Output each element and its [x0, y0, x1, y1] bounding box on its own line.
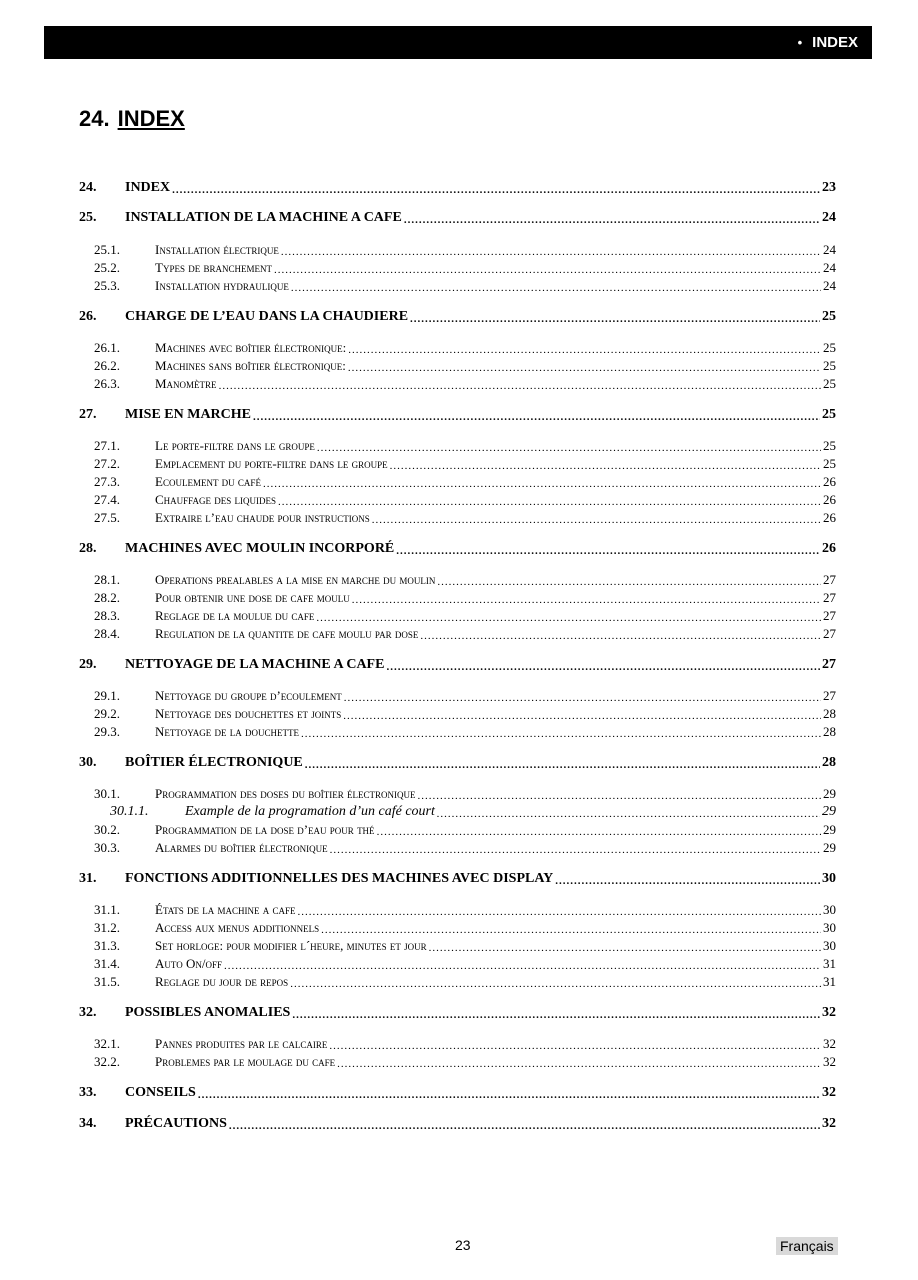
toc-entry-number: 32.2.: [94, 1054, 120, 1069]
toc-entry-label: Regulation de la quantite de cafe moulu par dose: [155, 626, 419, 641]
toc-entry-page: 25: [823, 358, 836, 373]
toc-dot-leader: [437, 808, 820, 820]
toc-entry[interactable]: [79, 918, 836, 936]
page-title-number: 24.: [79, 106, 110, 131]
toc-dot-leader: [316, 612, 821, 624]
toc-entry[interactable]: [79, 356, 836, 374]
toc-dot-leader: [555, 875, 820, 887]
toc-entry-page: 31: [823, 956, 836, 971]
toc-entry[interactable]: [79, 1003, 836, 1021]
toc-entry-label: Operations prealables a la mise en marche du moulin: [155, 572, 436, 587]
toc-entry[interactable]: [79, 802, 836, 820]
toc-entry[interactable]: [79, 838, 836, 856]
toc-entry-label: NETTOYAGE DE LA MACHINE A CAFE: [125, 657, 385, 672]
toc-entry-page: 24: [822, 210, 836, 225]
toc-dot-leader: [386, 661, 820, 673]
toc-entry-label: Reglage de la moulue du cafe: [155, 608, 315, 623]
toc-entry-number: 32.1.: [94, 1036, 120, 1051]
toc-dot-leader: [330, 844, 821, 856]
toc-entry-page: 27: [823, 688, 836, 703]
toc-entry-label: CONSEILS: [125, 1085, 196, 1100]
toc-entry[interactable]: [79, 655, 836, 673]
toc-entry-page: 29: [822, 804, 836, 819]
toc-dot-leader: [263, 478, 821, 490]
toc-entry-number: 29.: [79, 657, 97, 672]
toc-entry[interactable]: [79, 972, 836, 990]
toc-dot-leader: [219, 380, 821, 392]
toc-entry[interactable]: [79, 490, 836, 508]
toc-entry-label: Nettoyage de la douchette: [155, 724, 299, 739]
toc-entry-label: FONCTIONS ADDITIONNELLES DES MACHINES AVEC DISPLAY: [125, 871, 554, 886]
toc-entry-label: Programmation de la dose d’eau pour thé: [155, 822, 375, 837]
toc-entry-page: 28: [823, 706, 836, 721]
toc-entry-number: 31.1.: [94, 902, 120, 917]
footer-language: Français: [776, 1237, 838, 1255]
toc-entry-label: BOÎTIER ÉLECTRONIQUE: [125, 755, 303, 770]
toc-entry-number: 28.4.: [94, 626, 120, 641]
toc-entry[interactable]: [79, 208, 836, 226]
toc-dot-leader: [172, 184, 820, 196]
toc-dot-leader: [317, 442, 821, 454]
toc-entry-label: Types de branchement: [155, 260, 272, 275]
toc-entry-page: 32: [822, 1085, 836, 1100]
toc-dot-leader: [377, 826, 821, 838]
toc-entry-number: 26.: [79, 309, 97, 324]
toc-entry-label: Pannes produites par le calcaire: [155, 1036, 328, 1051]
toc-entry-page: 26: [822, 541, 836, 556]
toc-entry-number: 31.5.: [94, 974, 120, 989]
toc-dot-leader: [390, 460, 821, 472]
toc-dot-leader: [348, 362, 821, 374]
toc-entry[interactable]: [79, 753, 836, 771]
toc-entry-label: Chauffage des liquides: [155, 492, 277, 507]
toc-entry-number: 26.3.: [94, 376, 120, 391]
toc-entry[interactable]: [79, 954, 836, 972]
toc-entry-page: 27: [823, 626, 836, 641]
toc-entry-label: Problemes par le moulage du cafe: [155, 1054, 336, 1069]
toc-entry-label: Access aux menus additionnels: [155, 920, 320, 935]
page-title-text: INDEX: [117, 106, 185, 131]
toc-entry-label: Machines avec boîtier électronique:: [155, 340, 347, 355]
toc-entry-label: Le porte-filtre dans le groupe: [155, 438, 315, 453]
toc-entry[interactable]: [79, 869, 836, 887]
toc-dot-leader: [437, 576, 821, 588]
toc-entry-label: Auto On/off: [155, 956, 222, 971]
toc-entry-number: 31.4.: [94, 956, 120, 971]
toc-entry-label: PRÉCAUTIONS: [125, 1116, 227, 1131]
toc-entry-number: 29.1.: [94, 688, 120, 703]
toc-dot-leader: [305, 759, 820, 771]
toc-entry-page: 27: [823, 572, 836, 587]
toc-entry[interactable]: [79, 338, 836, 356]
toc-entry-page: 23: [822, 180, 836, 195]
toc-entry[interactable]: [79, 307, 836, 325]
toc-entry[interactable]: [79, 784, 836, 802]
toc-entry-label: Machines sans boîtier électronique:: [155, 358, 346, 373]
toc-entry-number: 29.2.: [94, 706, 120, 721]
toc-dot-leader: [343, 710, 821, 722]
toc-entry-number: 28.3.: [94, 608, 120, 623]
toc-entry-label: Example de la programation d’un café court: [185, 804, 435, 819]
toc-dot-leader: [274, 264, 821, 276]
toc-entry[interactable]: [79, 472, 836, 490]
toc-dot-leader: [410, 313, 820, 325]
header-label: INDEX: [812, 34, 858, 51]
toc-entry-page: 25: [823, 376, 836, 391]
toc-entry-page: 29: [823, 786, 836, 801]
footer-page-number: 23: [455, 1237, 471, 1253]
toc-entry[interactable]: [79, 539, 836, 557]
toc-entry-label: Manomètre: [155, 376, 217, 391]
toc-entry-label: CHARGE DE L’EAU DANS LA CHAUDIERE: [125, 309, 409, 324]
toc-entry-number: 27.3.: [94, 474, 120, 489]
toc-dot-leader: [253, 411, 820, 423]
toc-dot-leader: [420, 630, 821, 642]
toc-entry-label: Emplacement du porte-filtre dans le groupe: [155, 456, 388, 471]
toc-entry[interactable]: [79, 178, 836, 196]
toc-entry-label: Programmation des doses du boîtier électronique: [155, 786, 416, 801]
toc-dot-leader: [281, 246, 821, 258]
header-bar: [44, 26, 872, 59]
toc-entry-page: 26: [823, 510, 836, 525]
toc-entry-number: 32.: [79, 1005, 97, 1020]
bullet-icon: •: [797, 35, 803, 50]
toc-entry-page: 32: [823, 1054, 836, 1069]
toc-entry[interactable]: [79, 570, 836, 588]
toc-dot-leader: [429, 942, 821, 954]
toc-entry-number: 25.2.: [94, 260, 120, 275]
toc-entry-page: 29: [823, 840, 836, 855]
toc-entry-number: 31.: [79, 871, 97, 886]
toc-entry[interactable]: [79, 722, 836, 740]
toc-entry-number: 28.: [79, 541, 97, 556]
toc-entry-page: 25: [823, 438, 836, 453]
toc-dot-leader: [278, 496, 821, 508]
toc-entry-page: 25: [823, 456, 836, 471]
toc-entry[interactable]: [79, 405, 836, 423]
toc-dot-leader: [352, 594, 821, 606]
toc-entry[interactable]: [79, 936, 836, 954]
toc-entry-label: INSTALLATION DE LA MACHINE A CAFE: [125, 210, 402, 225]
toc-entry[interactable]: [79, 606, 836, 624]
toc-entry-label: Pour obtenir une dose de cafe moulu: [155, 590, 350, 605]
toc-entry-number: 27.1.: [94, 438, 120, 453]
toc-entry-number: 25.3.: [94, 278, 120, 293]
toc-entry-page: 26: [823, 474, 836, 489]
toc-entry-number: 29.3.: [94, 724, 120, 739]
toc-entry-page: 24: [823, 260, 836, 275]
toc-entry-label: Alarmes du boîtier électronique: [155, 840, 328, 855]
toc-entry-page: 27: [823, 608, 836, 623]
toc-dot-leader: [417, 790, 821, 802]
toc-entry-page: 30: [823, 920, 836, 935]
toc-entry-label: Set horloge: pour modifier l´heure, minutes et jour: [155, 938, 427, 953]
toc-entry-number: 24.: [79, 180, 97, 195]
toc-entry-page: 30: [823, 938, 836, 953]
toc-entry-number: 30.: [79, 755, 97, 770]
toc-entry-number: 27.: [79, 407, 97, 422]
toc-entry-number: 30.2.: [94, 822, 120, 837]
toc-entry-page: 32: [823, 1036, 836, 1051]
toc-entry-number: 33.: [79, 1085, 97, 1100]
toc-entry-number: 27.2.: [94, 456, 120, 471]
toc-entry-number: 27.5.: [94, 510, 120, 525]
toc-entry-label: Extraire l’eau chaude pour instructions: [155, 510, 370, 525]
toc-entry-number: 30.1.: [94, 786, 120, 801]
toc-dot-leader: [348, 344, 821, 356]
toc-entry-number: 30.1.1.: [110, 804, 149, 819]
page-title: [79, 106, 185, 132]
toc-entry-number: 26.2.: [94, 358, 120, 373]
toc-entry-number: 28.1.: [94, 572, 120, 587]
toc-entry-number: 34.: [79, 1116, 97, 1131]
toc-entry-page: 30: [822, 871, 836, 886]
toc-dot-leader: [337, 1058, 821, 1070]
toc-entry-number: 26.1.: [94, 340, 120, 355]
toc-entry[interactable]: [79, 1052, 836, 1070]
toc-entry[interactable]: [79, 1083, 836, 1101]
toc-entry[interactable]: [79, 276, 836, 294]
toc-entry[interactable]: [79, 624, 836, 642]
toc-entry-number: 25.: [79, 210, 97, 225]
toc-dot-leader: [229, 1120, 820, 1132]
toc-entry-label: MISE EN MARCHE: [125, 407, 252, 422]
toc-entry-page: 29: [823, 822, 836, 837]
toc-dot-leader: [290, 978, 821, 990]
toc-entry-page: 24: [823, 242, 836, 257]
toc-entry-number: 30.3.: [94, 840, 120, 855]
toc-dot-leader: [291, 282, 821, 294]
toc-dot-leader: [344, 692, 821, 704]
toc-dot-leader: [301, 728, 821, 740]
toc-dot-leader: [329, 1040, 821, 1052]
toc-entry-page: 32: [822, 1116, 836, 1131]
toc-entry-number: 31.3.: [94, 938, 120, 953]
toc-entry-number: 28.2.: [94, 590, 120, 605]
toc-dot-leader: [372, 514, 821, 526]
toc-dot-leader: [321, 924, 821, 936]
toc-entry-page: 26: [823, 492, 836, 507]
toc-entry[interactable]: [79, 1114, 836, 1132]
toc-dot-leader: [396, 545, 820, 557]
toc-entry-number: 25.1.: [94, 242, 120, 257]
toc-entry[interactable]: [79, 240, 836, 258]
toc-dot-leader: [224, 960, 821, 972]
toc-entry[interactable]: [79, 436, 836, 454]
toc-entry-page: 24: [823, 278, 836, 293]
toc-entry-number: 27.4.: [94, 492, 120, 507]
toc-dot-leader: [198, 1089, 820, 1101]
toc-entry-label: MACHINES AVEC MOULIN INCORPORÉ: [125, 541, 395, 556]
toc-entry-page: 28: [822, 755, 836, 770]
toc-entry-page: 25: [822, 309, 836, 324]
toc-entry[interactable]: [79, 588, 836, 606]
toc-entry-page: 25: [823, 340, 836, 355]
toc-entry-page: 27: [822, 657, 836, 672]
toc-entry-page: 32: [822, 1005, 836, 1020]
toc-dot-leader: [404, 214, 820, 226]
toc-entry-label: Installation hydraulique: [155, 278, 289, 293]
toc-entry[interactable]: [79, 258, 836, 276]
toc-entry-label: Reglage du jour de repos: [155, 974, 289, 989]
toc-entry-label: Ecoulement du café: [155, 474, 261, 489]
toc-entry-label: Nettoyage du groupe d’ecoulement: [155, 688, 342, 703]
toc-entry-page: 31: [823, 974, 836, 989]
toc-dot-leader: [297, 906, 821, 918]
toc-entry-page: 27: [823, 590, 836, 605]
toc-entry[interactable]: [79, 1034, 836, 1052]
toc-entry[interactable]: [79, 454, 836, 472]
toc-entry[interactable]: [79, 686, 836, 704]
toc-entry[interactable]: [79, 508, 836, 526]
toc-dot-leader: [292, 1009, 820, 1021]
toc-entry-label: Installation électrique: [155, 242, 279, 257]
toc-entry-label: Nettoyage des douchettes et joints: [155, 706, 342, 721]
toc-entry-label: États de la machine a cafe: [155, 902, 296, 917]
toc-entry[interactable]: [79, 900, 836, 918]
toc-entry-page: 28: [823, 724, 836, 739]
toc-entry-page: 30: [823, 902, 836, 917]
toc-entry[interactable]: [79, 820, 836, 838]
toc-entry[interactable]: [79, 704, 836, 722]
toc-entry-page: 25: [822, 407, 836, 422]
toc-entry-label: INDEX: [125, 180, 171, 195]
toc-entry-label: POSSIBLES ANOMALIES: [125, 1005, 291, 1020]
toc-entry[interactable]: [79, 374, 836, 392]
toc-entry-number: 31.2.: [94, 920, 120, 935]
